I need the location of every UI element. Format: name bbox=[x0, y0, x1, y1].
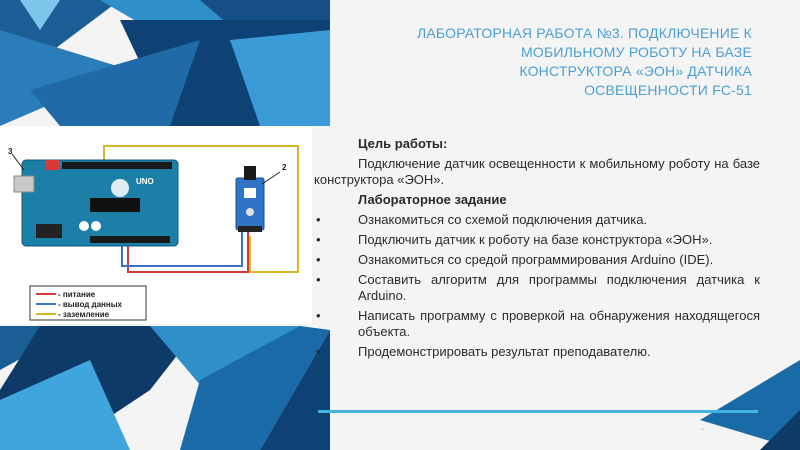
bullet-icon: • bbox=[316, 212, 321, 227]
task-text: Написать программу с проверкой на обнаружения находящегося объекта. bbox=[358, 308, 760, 339]
bullet-icon: • bbox=[316, 308, 321, 323]
board-label: UNO bbox=[136, 177, 154, 186]
bullet-icon: • bbox=[316, 272, 321, 287]
task-text: Ознакомиться со схемой подключения датчика. bbox=[358, 212, 648, 227]
goal-heading: Цель работы: bbox=[358, 136, 448, 151]
page-marker: - bbox=[700, 424, 704, 435]
slide-title bbox=[352, 24, 752, 100]
task-item bbox=[314, 252, 760, 268]
wiring-diagram bbox=[0, 126, 312, 324]
legend-power: - питание bbox=[58, 290, 96, 299]
legend-data: - вывод данных bbox=[58, 300, 123, 309]
task-item bbox=[314, 232, 760, 248]
task-text: Продемонстрировать результат преподавателю. bbox=[358, 344, 651, 359]
title-line-1: ЛАБОРАТОРНАЯ РАБОТА №3. ПОДКЛЮЧЕНИЕ К bbox=[416, 25, 752, 41]
bullet-icon: • bbox=[316, 232, 321, 247]
task-list bbox=[314, 212, 760, 360]
title-line-2: МОБИЛЬНОМУ РОБОТУ НА БАЗЕ bbox=[521, 44, 752, 60]
task-text: Ознакомиться со средой программирования Arduino (IDE). bbox=[358, 252, 714, 267]
legend-ground: - заземление bbox=[58, 310, 110, 319]
task-item bbox=[314, 308, 760, 340]
bullet-icon: • bbox=[316, 252, 321, 267]
bullet-icon: • bbox=[316, 344, 321, 359]
task-text: Составить алгоритм для программы подключения датчика к Arduino. bbox=[358, 272, 760, 303]
task-item bbox=[314, 272, 760, 304]
footer-rule bbox=[318, 410, 758, 413]
callout-2: 2 bbox=[282, 163, 287, 172]
wiring-diagram-image bbox=[0, 126, 312, 324]
title-line-4: ОСВЕЩЕННОСТИ FC-51 bbox=[584, 82, 752, 98]
content-block bbox=[314, 136, 760, 364]
task-item bbox=[314, 344, 760, 360]
task-item bbox=[314, 212, 760, 228]
task-text: Подключить датчик к роботу на базе конструктора «ЭОН». bbox=[358, 232, 713, 247]
goal-text: Подключение датчик освещенности к мобильному роботу на базе конструктора «ЭОН». bbox=[314, 156, 760, 187]
callout-3: 3 bbox=[8, 147, 13, 156]
title-line-3: КОНСТРУКТОРА «ЭОН» ДАТЧИКА bbox=[519, 63, 752, 79]
assignment-heading: Лабораторное задание bbox=[358, 192, 507, 207]
